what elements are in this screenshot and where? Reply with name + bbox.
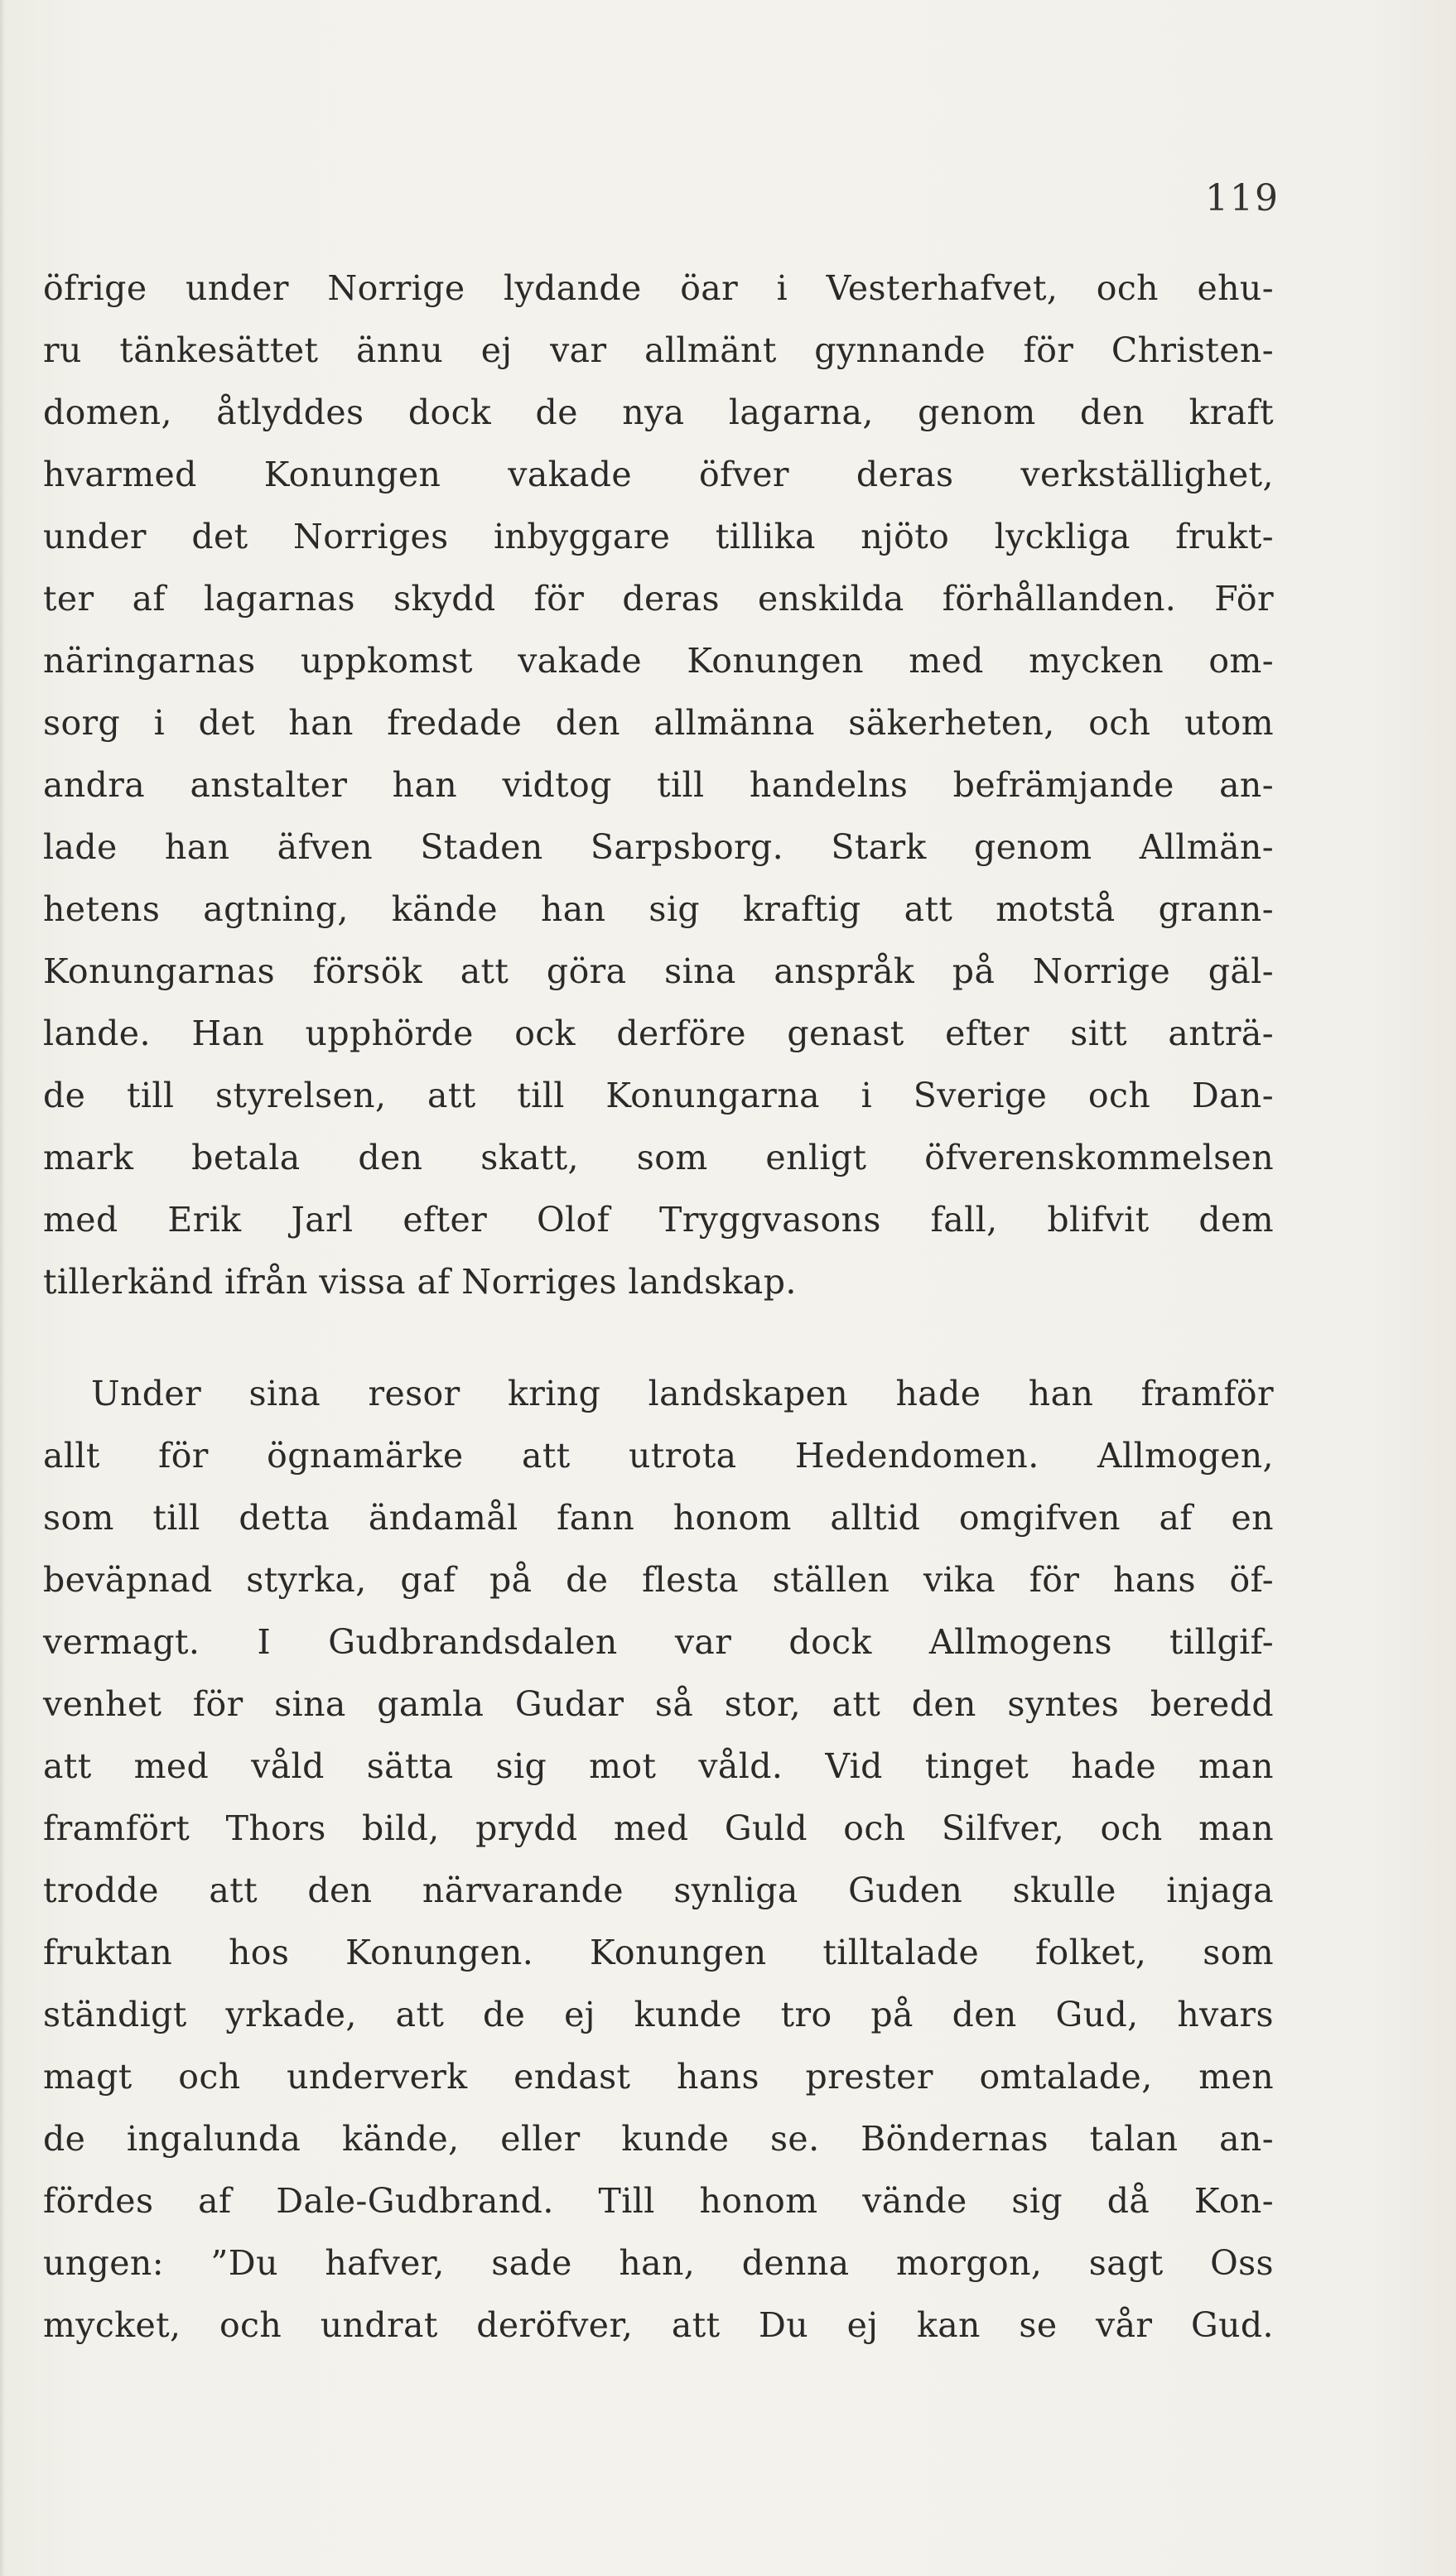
- text-line: vermagt. I Gudbrandsdalen var dock Allmogens tillgif-: [43, 1622, 1274, 1662]
- text-line: Under sina resor kring landskapen hade han framför: [91, 1374, 1274, 1413]
- text-line: framfört Thors bild, prydd med Guld och Silfver, och man: [43, 1808, 1274, 1848]
- text-line: ter af lagarnas skydd för deras enskilda förhållanden. För: [43, 579, 1274, 619]
- text-line: lade han äfven Staden Sarpsborg. Stark genom Allmän-: [43, 827, 1274, 867]
- text-line: lande. Han upphörde ock derföre genast efter sitt anträ-: [43, 1014, 1274, 1053]
- text-line: ru tänkesättet ännu ej var allmänt gynnande för Christen-: [43, 330, 1274, 370]
- text-line: trodde att den närvarande synliga Guden skulle injaga: [43, 1871, 1274, 1910]
- text-line: hvarmed Konungen vakade öfver deras verkställighet,: [43, 455, 1274, 494]
- text-line: domen, åtlyddes dock de nya lagarna, genom den kraft: [43, 392, 1274, 432]
- text-line: näringarnas uppkomst vakade Konungen med mycken om-: [43, 641, 1274, 681]
- text-line: beväpnad styrka, gaf på de flesta ställen vika för hans öf-: [43, 1560, 1274, 1600]
- text-line: allt för ögnamärke att utrota Hedendomen. Allmogen,: [43, 1436, 1274, 1476]
- text-line: att med våld sätta sig mot våld. Vid tinget hade man: [43, 1746, 1274, 1786]
- text-line: andra anstalter han vidtog till handelns befrämjande an-: [43, 765, 1274, 805]
- text-line: fördes af Dale-Gudbrand. Till honom vände sig då Kon-: [43, 2181, 1274, 2221]
- text-line: mark betala den skatt, som enligt öfverenskommelsen: [43, 1138, 1274, 1177]
- text-line: med Erik Jarl efter Olof Tryggvasons fall, blifvit dem: [43, 1200, 1274, 1240]
- page-number: 119: [1205, 177, 1280, 219]
- text-line: hetens agtning, kände han sig kraftig att motstå grann-: [43, 889, 1274, 929]
- text-line: tillerkänd ifrån vissa af Norriges landskap.: [43, 1262, 797, 1302]
- text-line: magt och underverk endast hans prester omtalade, men: [43, 2057, 1274, 2097]
- text-line: ungen: ”Du hafver, sade han, denna morgon, sagt Oss: [43, 2243, 1274, 2283]
- text-line: sorg i det han fredade den allmänna säkerheten, och utom: [43, 703, 1274, 743]
- text-line: Konungarnas försök att göra sina anspråk på Norrige gäl-: [43, 951, 1274, 991]
- text-line: de ingalunda kände, eller kunde se. Böndernas talan an-: [43, 2119, 1274, 2159]
- text-line: ständigt yrkade, att de ej kunde tro på den Gud, hvars: [43, 1995, 1274, 2034]
- text-line: venhet för sina gamla Gudar så stor, att den syntes beredd: [43, 1684, 1274, 1724]
- text-line: under det Norriges inbyggare tillika njöto lyckliga frukt-: [43, 517, 1274, 556]
- text-line: fruktan hos Konungen. Konungen tilltalade folket, som: [43, 1933, 1274, 1972]
- text-line: öfrige under Norrige lydande öar i Vesterhafvet, och ehu-: [43, 268, 1274, 308]
- text-line: de till styrelsen, att till Konungarna i Sverige och Dan-: [43, 1076, 1274, 1115]
- text-line: mycket, och undrat deröfver, att Du ej kan se vår Gud.: [43, 2305, 1274, 2345]
- text-line: som till detta ändamål fann honom alltid omgifven af en: [43, 1498, 1274, 1538]
